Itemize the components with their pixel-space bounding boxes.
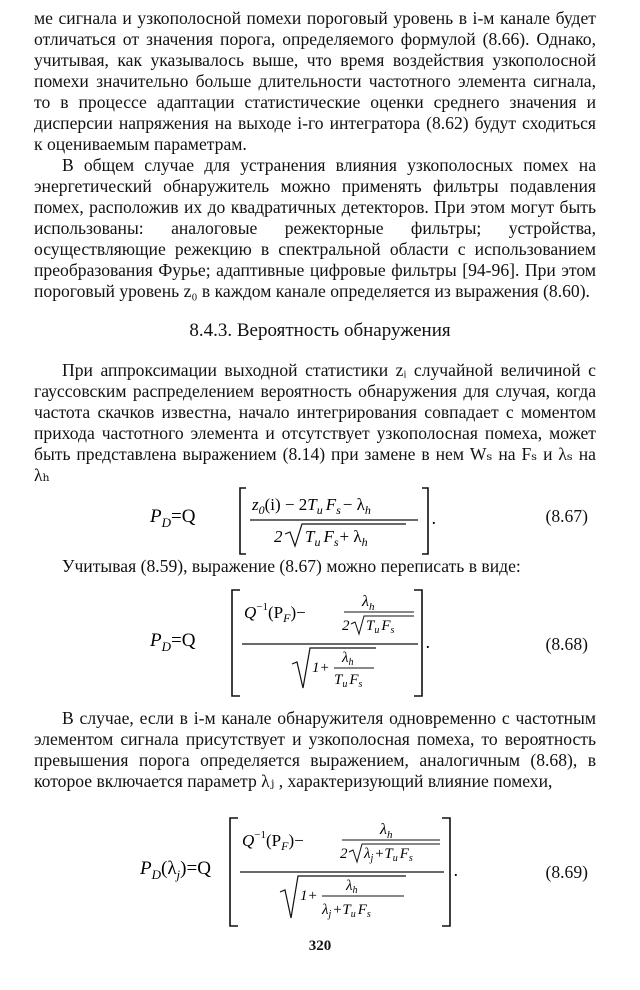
eq1-right-bracket — [422, 488, 428, 554]
equation-8-67 — [150, 482, 480, 563]
equation-8-69-svg — [140, 812, 480, 930]
equation-8-67-svg — [150, 482, 480, 558]
eq3-den-one: 1+ — [300, 888, 318, 904]
paragraph-5: В случае, если в i-м канале обнаружителя одновременно с частотным элементом сигнала присутствует и узкополосная помеха, то вероятность превышения порога определяется выражением, аналогичным (8.68), в которое включается параметр λⱼ , характеризующий влияние помехи, — [34, 708, 596, 791]
eq1-denominator-two: 2 — [274, 527, 283, 546]
eq2-tail: . — [426, 632, 431, 652]
paragraph-1: ме сигнала и узкополосной помехи пороговый уровень в i-м канале будет отличаться от значения порога, определяемого формулой (8.66). Однако, учитывая, как указывалось выше, что время воздействия узкополосной помехи значительно больше длительности частотного элемента сигнала, то в процессе адаптации статистические оценки среднего значения и дисперсии напряжения на выходе i-го интегратора (8.62) будут сходиться к оцениваемым параметрам. — [34, 8, 596, 154]
eq2-den-one: 1+ — [312, 660, 330, 676]
eq3-left-bracket — [230, 818, 238, 926]
paragraph-4: Учитывая (8.59), выражение (8.67) можно переписать в виде: — [62, 556, 521, 576]
eq2-inner-denominator: $T_и$ $F_s$ — [366, 618, 395, 636]
paragraph-3: При аппроксимации выходной статистики zᵢ случайной величиной с гауссовским распределением вероятность обнаружения для случая, когда частота скачков известна, начало интегрирования совпадает с моментом прихода частотного элемента и отсутствует узкополосная помеха, может быть представлена выражением (8.14) при замене в нем Wₛ на Fₛ и λₛ на λₕ — [34, 360, 596, 485]
eq2-inner-two: 2 — [342, 618, 350, 634]
equation-8-68 — [150, 584, 470, 705]
equation-8-69 — [140, 812, 480, 935]
eq1-lhs: $P_D=Q$ — [150, 506, 196, 530]
paragraph-2: В общем случае для устранения влияния узкополосных помех на энергетический обнаружитель можно применять фильтры подавления помех, расположив их до квадратичных детекторов. При этом могут быть использованы: аналоговые режекторные фильтры; устройства, осуществляющие режекцию в спектральной области с использованием преобразования Фурье; адаптивные цифровые фильтры [94-96]. При этом пороговый уровень z₀ в каждом канале определяется из выражения (8.60). — [34, 155, 596, 301]
eq2-lhs: $P_D=Q$ — [150, 630, 196, 654]
eq2-numerator: $Q^{-1}(P_F)-$ — [244, 601, 306, 625]
eq3-inner-numerator: $\lambda_h$ — [380, 821, 393, 841]
eq2-left-bracket — [232, 590, 240, 696]
eq2-den-denominator: $T_и$ $F_s$ — [334, 672, 363, 690]
eq1-denominator: $T_и$ $F_s+ \lambda_h$ — [305, 527, 368, 549]
eq3-inner-two: 2 — [340, 846, 348, 862]
page-number: 320 — [308, 938, 332, 954]
eq3-tail: . — [454, 860, 459, 880]
section-heading: 8.4.3. Вероятность обнаружения — [189, 320, 451, 341]
eq2-right-bracket — [414, 590, 422, 696]
equation-number-8-67: (8.67) — [545, 506, 588, 526]
eq3-lhs: $P_D(\lambda_j)=Q$ — [140, 858, 211, 882]
equation-number-8-68: (8.68) — [545, 634, 588, 654]
eq1-tail: . — [432, 508, 437, 528]
equation-8-68-svg — [150, 584, 470, 700]
eq3-den-numerator: $\lambda_h$ — [346, 878, 358, 896]
eq3-numerator: $Q^{-1}(P_F)-$ — [242, 829, 304, 853]
equation-number-8-69: (8.69) — [545, 862, 588, 882]
eq1-numerator: $z_0(i) - 2T_и$ $F_s - \lambda_h$ — [252, 495, 371, 517]
eq1-left-bracket — [240, 488, 246, 554]
eq3-inner-denominator: $\lambda_j+T_и$ $F_s$ — [364, 846, 413, 864]
eq3-den-denominator: $\lambda_j+T_и$ $F_s$ — [322, 902, 371, 920]
eq2-den-numerator: $\lambda_h$ — [342, 650, 354, 668]
eq2-inner-numerator: $\lambda_h$ — [362, 593, 375, 613]
